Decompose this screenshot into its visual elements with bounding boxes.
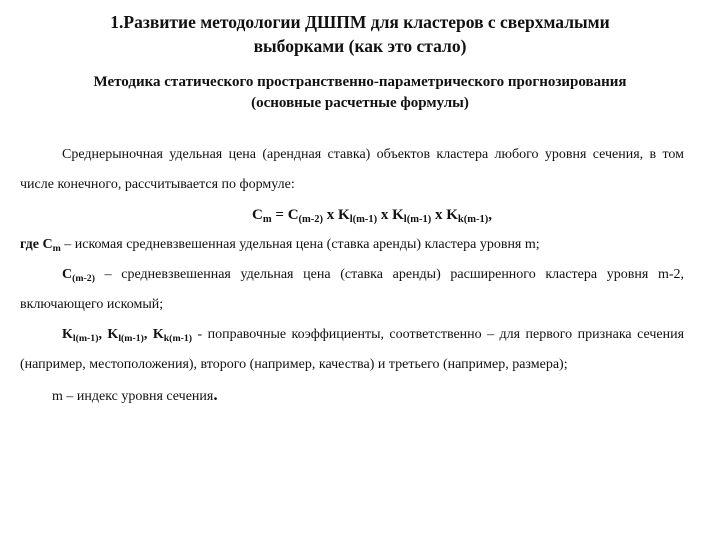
formula-k3-sub: k(m-1) xyxy=(457,214,489,225)
slide-subtitle xyxy=(20,72,700,114)
k-sep-1: , xyxy=(98,327,108,342)
subtitle-line-1: Методика статического пространственно-параметрического прогнозирования xyxy=(93,74,627,90)
formula-end: , xyxy=(488,207,492,223)
cm-text: – искомая средневзвешенная удельная цена (ставка аренды) кластера уровня m; xyxy=(60,237,540,252)
intro-text: Среднерыночная удельная цена (арендная ставка) объектов кластера любого уровня сечения, в том числе конечного, рассчитывается по формуле: xyxy=(20,147,684,192)
cm-sub: m xyxy=(52,243,61,254)
formula-c-sub: (m-2) xyxy=(298,214,324,225)
definition-cm2 xyxy=(20,260,684,320)
definition-m xyxy=(20,380,684,412)
k2-symbol: K xyxy=(107,327,119,342)
m-period: . xyxy=(213,385,218,404)
k-text: - поправочные коэффициенты, соответственно – для первого признака сечения (например, местоположения), второго (например, качества) и третьего (например, размера); xyxy=(20,327,685,372)
cm2-sub: (m-2) xyxy=(72,273,95,284)
formula-x1: x K xyxy=(323,207,350,223)
title-line-1: 1.Развитие методологии ДШПМ для кластеров с сверхмалыми xyxy=(110,12,610,32)
k2-sub: l(m-1) xyxy=(118,333,144,344)
subtitle-line-2: (основные расчетные формулы) xyxy=(251,95,469,111)
formula-lhs: C xyxy=(252,207,263,223)
k1-symbol: K xyxy=(62,327,73,342)
intro-paragraph xyxy=(20,140,684,200)
formula-x3: x K xyxy=(431,207,458,223)
formula-k2-sub: l(m-1) xyxy=(403,214,432,225)
formula-k1-sub: l(m-1) xyxy=(349,214,378,225)
price-formula xyxy=(20,200,684,230)
formula-x2: x K xyxy=(377,207,404,223)
k3-symbol: K xyxy=(152,327,164,342)
k1-sub: l(m-1) xyxy=(72,333,99,344)
body-text xyxy=(20,140,684,412)
m-text: m – индекс уровня сечения xyxy=(52,389,214,404)
formula-lhs-sub: m xyxy=(262,214,272,225)
definition-k xyxy=(20,320,684,380)
k3-sub: k(m-1) xyxy=(163,333,193,344)
definition-cm xyxy=(20,230,684,260)
formula-eq: = C xyxy=(271,207,299,223)
slide-title xyxy=(40,10,680,58)
title-line-2: выборками (как это стало) xyxy=(253,36,467,56)
cm2-symbol: C xyxy=(62,267,73,282)
k-sep-2: , xyxy=(143,327,153,342)
cm2-text: – средневзвешенная удельная цена (ставка аренды) расширенного кластера уровня m-2, включающего искомый; xyxy=(20,267,684,312)
cm-prefix: где C xyxy=(20,237,53,252)
